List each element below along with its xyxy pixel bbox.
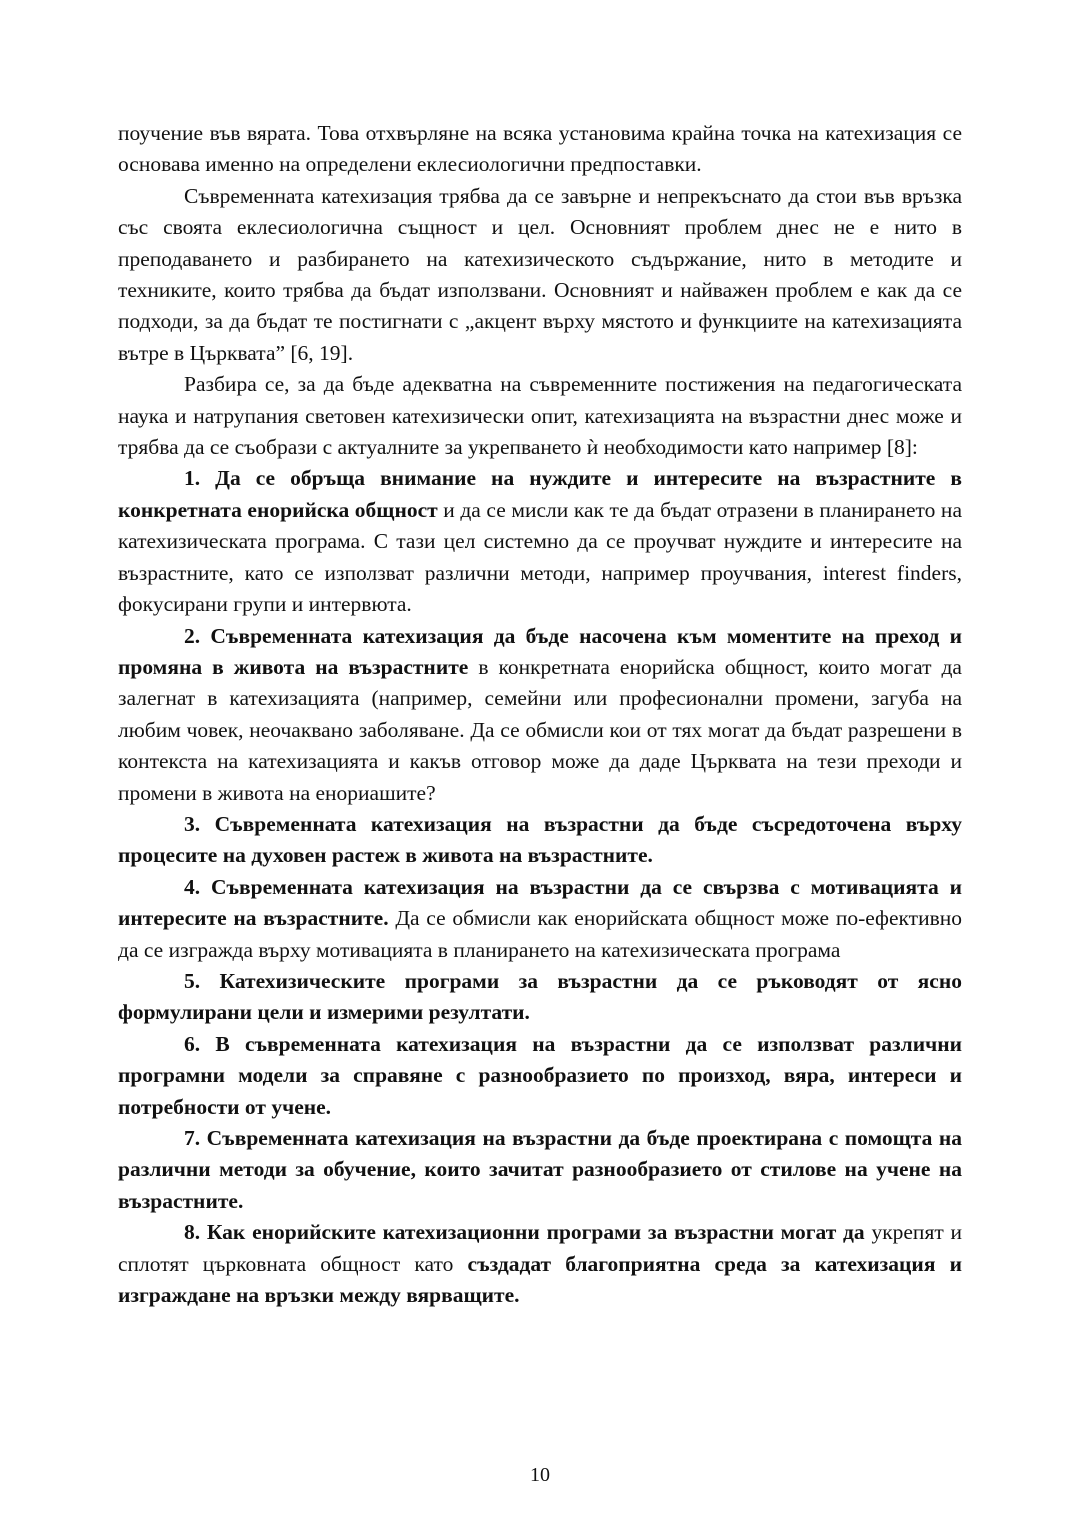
list-item-3-heading: 3. Съвременната катехизация на възрастни да бъде съсредоточена върху процесите на духовен растеж в живота на възрастните.	[118, 811, 962, 868]
list-item-3	[118, 809, 962, 872]
list-item-1-text: и да се мисли как те да бъдат отразени в планирането на катехизическата програма. С тази цел системно да се проучват нуждите и интересите на възрастните, като се използват различни методи, например проучвания, interest finders, фокусирани групи и интервюта.	[118, 497, 962, 617]
list-item-8-heading: 8. Как енорийските катехизационни програми за възрастни могат да	[184, 1220, 865, 1245]
list-item-6-heading: 6. В съвременната катехизация на възрастни да се използват различни програмни модели за справяне с разнообразието по произход, вяра, интереси и потребности от учене.	[118, 1031, 962, 1119]
list-item-2	[118, 621, 962, 809]
paragraph-2: Съвременната катехизация трябва да се завърне и непрекъснато да стои във връзка със своята еклесиологична същност и цел. Основният проблем днес не е нито в преподаването и разбирането на катехизическото съдържание, нито в методите и техниките, които трябва да бъдат използвани. Основният и найважен проблем е как да се подходи, за да бъдат те постигнати с „акцент върху мястото и функциите на катехизацията вътре в Църквата” [6, 19].	[118, 183, 962, 365]
list-item-5	[118, 966, 962, 1029]
list-item-4-text: Да се обмисли как енорийската общност може по-ефективно да се изгражда върху мотивацията в планирането на катехизическата програма	[118, 906, 962, 962]
list-item-7-heading: 7. Съвременната катехизация на възрастни да бъде проектирана с помощта на различни методи за обучение, които зачитат разнообразието от стилове на учене на възрастните.	[118, 1126, 962, 1213]
list-item-1-heading: 1. Да се обръща внимание на нуждите и интересите на възрастните в конкретната енорийска общност	[118, 466, 962, 522]
document-page	[118, 118, 962, 1311]
paragraph-3: Разбира се, за да бъде адекватна на съвременните постижения на педагогическата наука и натрупания световен катехизически опит, катехизацията на възрастни днес може и трябва да се съобрази с актуалните за укрепването ѝ необходимости като например [8]:	[118, 372, 962, 460]
page-number: 10	[530, 1464, 550, 1486]
list-item-5-heading: 5. Катехизическите програми за възрастни да се ръководят от ясно формулирани цели и измерими резултати.	[118, 968, 962, 1025]
list-item-8	[118, 1217, 962, 1311]
paragraph-1: поучение във вярата. Това отхвърляне на всяка установима крайна точка на катехизация се основава именно на определени еклесиологични предпоставки.	[118, 121, 962, 177]
list-item-4-heading: 4. Съвременната катехизация на възрастни да се свързва с мотивацията и интересите на възрастните.	[118, 874, 962, 931]
list-item-8-emphasis: създадат благоприятна среда за катехизация и изграждане на връзки между вярващите.	[118, 1251, 962, 1308]
list-item-2-text: в конкретната енорийска общност, които могат да залегнат в катехизацията (например, семейни или професионални промени, загуба на любим човек, неочаквано заболяване. Да се обмисли кои от тях могат да бъдат разрешени в контекста на катехизацията и какъв отговор може да даде Църквата на тези преходи и промени в живота на енориашите?	[118, 654, 962, 805]
list-item-1	[118, 463, 962, 620]
list-item-7	[118, 1123, 962, 1217]
list-item-2-heading: 2. Съвременната катехизация да бъде насочена към моментите на преход и промяна в живота на възрастните	[118, 623, 962, 679]
list-item-6	[118, 1029, 962, 1123]
list-item-8-text: укрепят и сплотят църковната общност като	[118, 1220, 962, 1276]
list-item-4	[118, 872, 962, 966]
